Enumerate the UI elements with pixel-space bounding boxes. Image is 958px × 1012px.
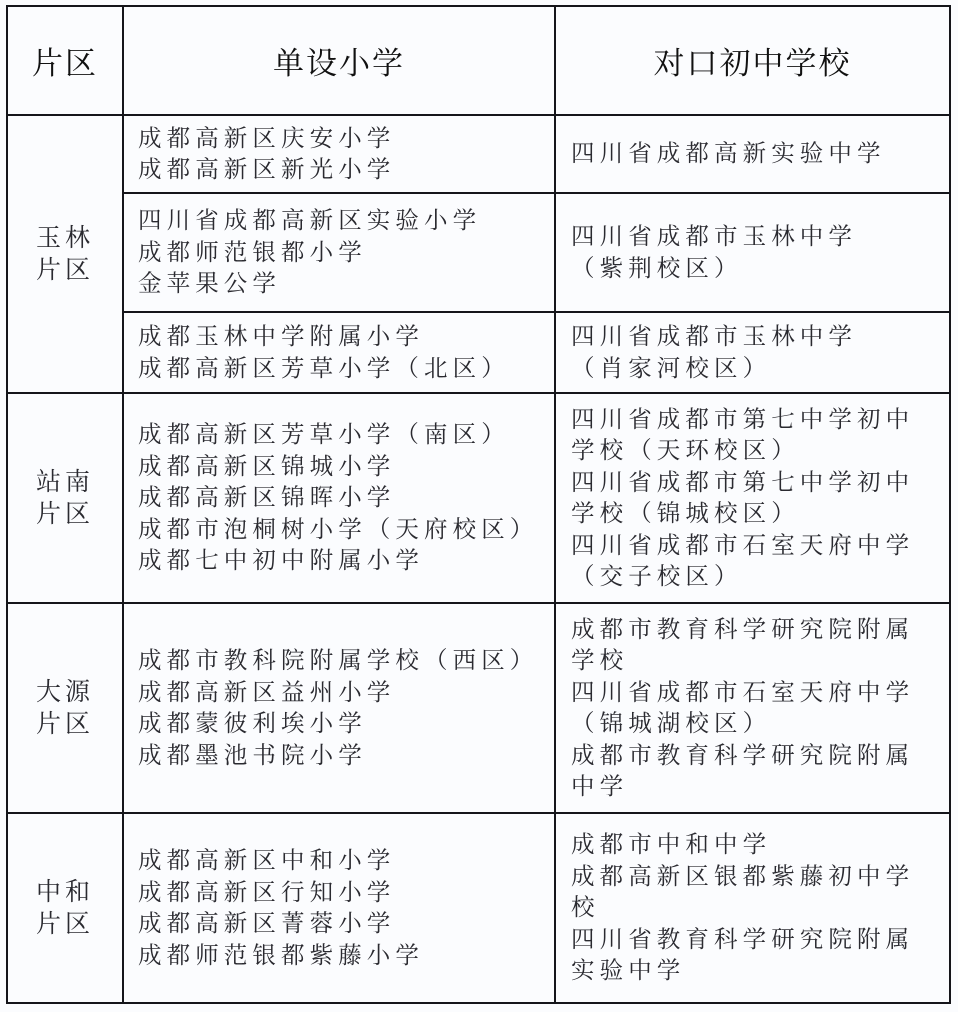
middle-schools-cell bbox=[555, 393, 950, 603]
district-cell-dayuan bbox=[7, 603, 123, 813]
primary-school-item: 成都高新区芳草小学（北区） bbox=[138, 353, 510, 382]
middle-school-line: 四川省成都市石室天府中学 bbox=[571, 530, 915, 559]
middle-schools-cell bbox=[555, 115, 950, 193]
table-row bbox=[7, 813, 950, 1003]
middle-school-line: 四川省成都市玉林中学 bbox=[571, 222, 857, 250]
primary-school-item: 成都市教科院附属学校（西区） bbox=[138, 646, 539, 674]
school-district-table bbox=[6, 5, 951, 1004]
middle-school-line: 成都市教育科学研究院附属 bbox=[571, 740, 915, 769]
primary-school-item: 成都蒙彼利埃小学 bbox=[138, 709, 367, 737]
primary-school-item: 成都高新区芳草小学（南区） bbox=[138, 420, 510, 449]
header-district: 片区 bbox=[7, 6, 123, 115]
primary-school-item: 成都玉林中学附属小学 bbox=[138, 322, 424, 350]
middle-schools-cell bbox=[555, 813, 950, 1003]
middle-school-line: 中学 bbox=[571, 772, 629, 800]
district-name-line: 玉林 bbox=[35, 223, 94, 252]
primary-school-item: 成都七中初中附属小学 bbox=[138, 546, 424, 575]
primary-school-item: 成都高新区锦晖小学 bbox=[138, 483, 396, 512]
middle-school-line: 四川省教育科学研究院附属 bbox=[571, 924, 915, 953]
middle-school-line: 四川省成都市玉林中学 bbox=[571, 322, 857, 350]
middle-school-line: 成都市中和中学 bbox=[571, 830, 772, 859]
middle-school-line: 成都市教育科学研究院附属 bbox=[571, 614, 915, 643]
primary-schools-cell bbox=[123, 393, 555, 603]
district-name-line: 大源 bbox=[35, 677, 94, 706]
table-row bbox=[7, 603, 950, 813]
school-district-table-container bbox=[6, 5, 949, 1002]
primary-school-item: 金苹果公学 bbox=[138, 269, 281, 298]
table-row bbox=[7, 393, 950, 603]
primary-schools-cell bbox=[123, 115, 555, 193]
primary-school-item: 成都高新区庆安小学 bbox=[138, 123, 396, 152]
middle-school-line: 四川省成都市第七中学初中 bbox=[571, 467, 915, 496]
district-cell-zhonghe bbox=[7, 813, 123, 1003]
primary-schools-cell bbox=[123, 312, 555, 393]
primary-school-item: 四川省成都高新区实验小学 bbox=[138, 206, 482, 235]
header-middle-school: 对口初中学校 bbox=[555, 6, 950, 115]
middle-school-line: 学校（锦城校区） bbox=[571, 499, 800, 527]
primary-school-item: 成都墨池书院小学 bbox=[138, 740, 367, 769]
district-name-line: 片区 bbox=[35, 709, 94, 738]
district-name-line: 中和 bbox=[35, 877, 94, 906]
primary-schools-cell bbox=[123, 603, 555, 813]
primary-school-item: 成都市泡桐树小学（天府校区） bbox=[138, 514, 539, 543]
district-name-line: 片区 bbox=[35, 499, 94, 528]
primary-school-item: 成都师范银都紫藤小学 bbox=[138, 940, 424, 969]
primary-school-item: 成都高新区中和小学 bbox=[138, 846, 396, 874]
primary-school-item: 成都高新区菁蓉小学 bbox=[138, 909, 396, 937]
middle-school-line: 学校 bbox=[571, 646, 629, 674]
table-row bbox=[7, 115, 950, 193]
middle-school-line: （锦城湖校区） bbox=[571, 709, 772, 737]
middle-school-line: 实验中学 bbox=[571, 956, 686, 985]
primary-school-item: 成都高新区益州小学 bbox=[138, 677, 396, 706]
middle-school-line: （肖家河校区） bbox=[571, 353, 772, 382]
middle-school-line: （紫荆校区） bbox=[571, 253, 743, 282]
middle-schools-cell bbox=[555, 603, 950, 813]
primary-school-item: 成都高新区行知小学 bbox=[138, 877, 396, 906]
header-primary-school: 单设小学 bbox=[123, 6, 555, 115]
middle-school-line: 学校（天环校区） bbox=[571, 436, 800, 464]
middle-school-line: 成都高新区银都紫藤初中学 bbox=[571, 861, 915, 890]
district-name-line: 片区 bbox=[35, 909, 94, 938]
middle-school-line: 四川省成都高新实验中学 bbox=[571, 139, 886, 168]
table-row bbox=[7, 193, 950, 312]
primary-school-item: 成都师范银都小学 bbox=[138, 237, 367, 266]
middle-schools-cell bbox=[555, 312, 950, 393]
district-name-line: 片区 bbox=[35, 255, 94, 284]
middle-school-line: 校 bbox=[571, 893, 600, 922]
district-cell-yulin bbox=[7, 115, 123, 393]
primary-schools-cell bbox=[123, 813, 555, 1003]
middle-schools-cell bbox=[555, 193, 950, 312]
table-row bbox=[7, 312, 950, 393]
district-cell-zhannan bbox=[7, 393, 123, 603]
middle-school-line: （交子校区） bbox=[571, 562, 743, 590]
header-row bbox=[7, 6, 950, 115]
primary-schools-cell bbox=[123, 193, 555, 312]
primary-school-item: 成都高新区锦城小学 bbox=[138, 451, 396, 480]
middle-school-line: 四川省成都市第七中学初中 bbox=[571, 404, 915, 433]
district-name-line: 站南 bbox=[35, 467, 94, 496]
primary-school-item: 成都高新区新光小学 bbox=[138, 155, 396, 183]
middle-school-line: 四川省成都市石室天府中学 bbox=[571, 677, 915, 706]
